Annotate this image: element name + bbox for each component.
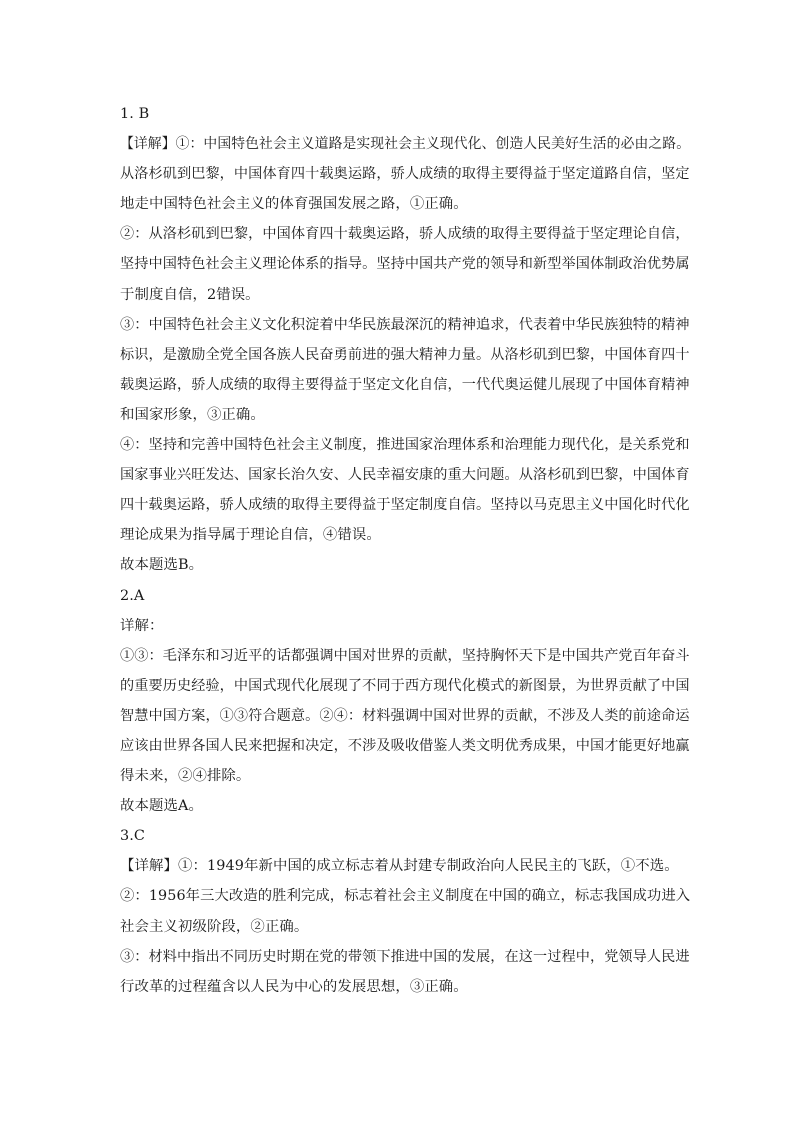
answer-1-line: 于制度自信，2错误。 (120, 286, 260, 303)
answer-1-line: 国家事业兴旺发达、国家长治久安、人民幸福安康的重大问题。从洛杉矶到巴黎，中国体育 (120, 467, 690, 484)
answer-2-heading: 详解： (120, 617, 164, 634)
answer-1-line: 从洛杉矶到巴黎，中国体育四十载奥运路，骄人成绩的取得主要得益于坚定道路自信，坚定 (120, 166, 690, 183)
answer-1-line: 标识，是激励全党全国各族人民奋勇前进的强大精神力量。从洛杉矶到巴黎，中国体育四十 (120, 346, 690, 363)
answer-1-line: 【详解】①：中国特色社会主义道路是实现社会主义现代化、创造人民美好生活的必由之路。 (120, 136, 691, 153)
answer-2-line: 智慧中国方案，①③符合题意。②④：材料强调中国对世界的贡献，不涉及人类的前途命运 (120, 707, 690, 724)
answer-1-line: 载奥运路，骄人成绩的取得主要得益于坚定文化自信，一代代奥运健儿展现了中国体育精神 (120, 376, 690, 393)
answer-3-line: 行改革的过程蕴含以人民为中心的发展思想，③正确。 (120, 978, 468, 995)
answer-1-line: ②：从洛杉矶到巴黎，中国体育四十载奥运路，骄人成绩的取得主要得益于坚定理论自信， (120, 226, 690, 243)
answer-1-line: 理论成果为指导属于理论自信，④错误。 (120, 527, 381, 544)
answer-2-line: 应该由世界各国人民来把握和决定，不涉及吸收借鉴人类文明优秀成果，中国才能更好地赢 (120, 737, 690, 754)
answer-1-line: 坚持中国特色社会主义理论体系的指导。坚持中国共产党的领导和新型举国体制政治优势属 (120, 256, 690, 273)
answer-2-line: ①③：毛泽东和习近平的话都强调中国对世界的贡献，坚持胸怀天下是中国共产党百年奋斗 (120, 647, 690, 664)
answer-2-line: 的重要历史经验，中国式现代化展现了不同于西方现代化模式的新图景，为世界贡献了中国 (120, 677, 690, 694)
answer-2-conclusion: 故本题选A。 (120, 798, 203, 815)
answer-3-line: ②：1956年三大改造的胜利完成，标志着社会主义制度在中国的确立，标志我国成功进入 (120, 888, 691, 905)
answer-1-line: ④：坚持和完善中国特色社会主义制度，推进国家治理体系和治理能力现代化，是关系党和 (120, 437, 690, 454)
answer-1-line: 和国家形象，③正确。 (120, 406, 265, 423)
answer-3-line: 【详解】①：1949年新中国的成立标志着从封建专制政治向人民民主的飞跃，①不选。 (120, 858, 679, 875)
answer-1-line: ③：中国特色社会主义文化积淀着中华民族最深沉的精神追求，代表着中华民族独特的精神 (120, 316, 690, 333)
answer-text-block (120, 99, 690, 1002)
answer-2-line: 得未来，②④排除。 (120, 768, 251, 785)
answer-1-number: 1. B (120, 106, 150, 122)
answer-3-line: 社会主义初级阶段，②正确。 (120, 918, 309, 935)
answer-3-line: ③：材料中指出不同历史时期在党的带领下推进中国的发展，在这一过程中，党领导人民进 (120, 948, 690, 965)
answer-1-line: 地走中国特色社会主义的体育强国发展之路，①正确。 (120, 196, 468, 213)
answer-3-number: 3.C (120, 828, 146, 845)
answer-2-number: 2.A (120, 587, 145, 604)
answer-1-conclusion: 故本题选B。 (120, 557, 204, 574)
answer-1-line: 四十载奥运路，骄人成绩的取得主要得益于坚定制度自信。坚持以马克思主义中国化时代化 (120, 497, 690, 514)
